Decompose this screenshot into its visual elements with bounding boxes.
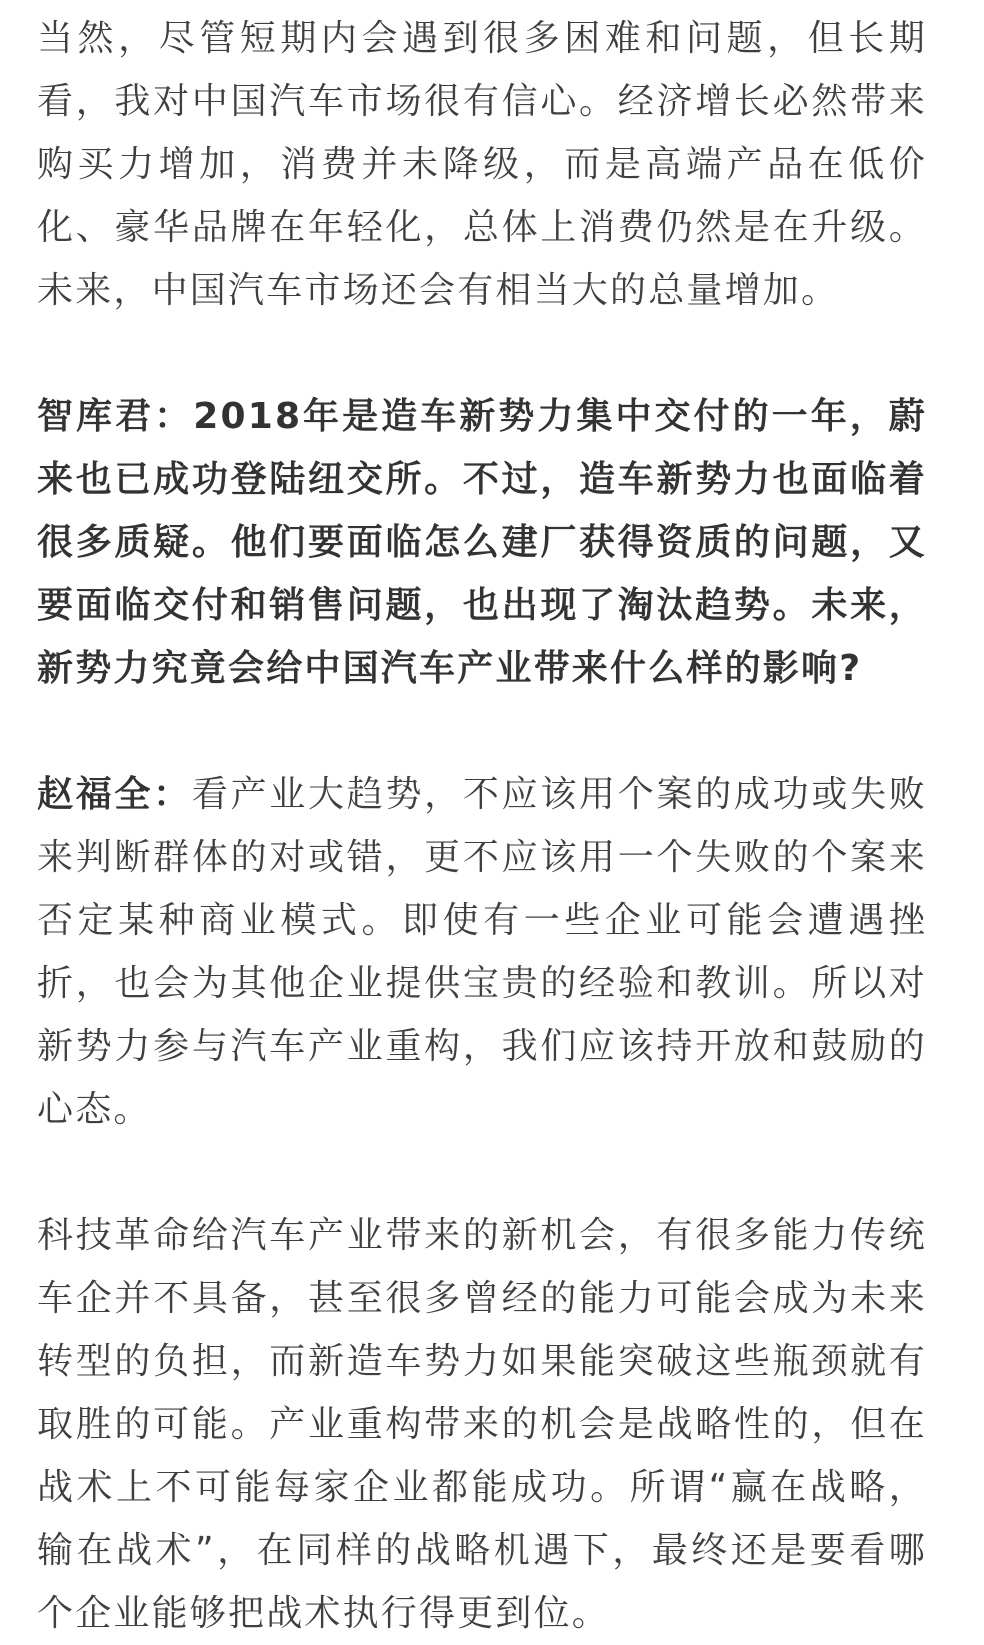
paragraph-answer-outlook: [37, 7, 927, 322]
paragraph-answer-tech-revolution: [37, 1204, 927, 1645]
paragraph-text: 科技革命给汽车产业带来的新机会，有很多能力传统车企并不具备，甚至很多曾经的能力可能会成为未来转型的负担，而新造车势力如果能突破这些瓶颈就有取胜的可能。产业重构带来的机会是战略性的，但在战术上不可能每家企业都能成功。所谓“赢在战略，输在战术”，在同样的战略机遇下，最终还是要看哪个企业能够把战术执行得更到位。: [37, 1215, 927, 1634]
speaker-label-zhao-fuquan: 赵福全：: [37, 774, 192, 815]
paragraph-question-new-forces: [37, 385, 927, 700]
paragraph-text: 2018年是造车新势力集中交付的一年，蔚来也已成功登陆纽交所。不过，造车新势力也面临着很多质疑。他们要面临怎么建厂获得资质的问题，又要面临交付和销售问题，也出现了淘汰趋势。未来，新势力究竟会给中国汽车产业带来什么样的影响?: [37, 396, 927, 689]
paragraph-text: 看产业大趋势，不应该用个案的成功或失败来判断群体的对或错，更不应该用一个失败的个案来否定某种商业模式。即使有一些企业可能会遭遇挫折，也会为其他企业提供宝贵的经验和教训。所以对新势力参与汽车产业重构，我们应该持开放和鼓励的心态。: [37, 774, 927, 1130]
speaker-label-interviewer: 智库君：: [37, 396, 194, 437]
article-body: [37, 7, 927, 1645]
paragraph-text: 当然，尽管短期内会遇到很多困难和问题，但长期看，我对中国汽车市场很有信心。经济增长必然带来购买力增加，消费并未降级，而是高端产品在低价化、豪华品牌在年轻化，总体上消费仍然是在升级。未来，中国汽车市场还会有相当大的总量增加。: [37, 18, 927, 311]
paragraph-answer-industry-trend: [37, 763, 927, 1141]
